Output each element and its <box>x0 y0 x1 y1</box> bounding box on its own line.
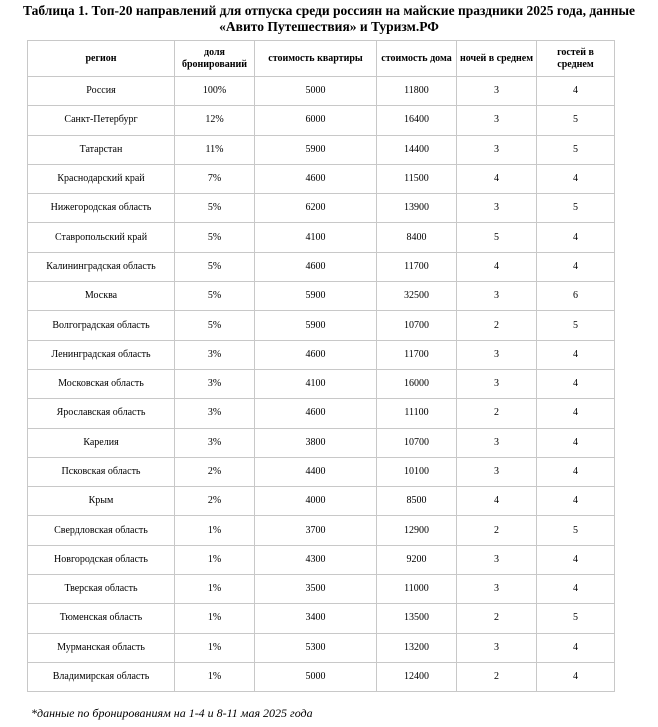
cell-apartment-cost: 3800 <box>255 428 377 457</box>
cell-region: Псковская область <box>28 457 175 486</box>
cell-apartment-cost: 4300 <box>255 545 377 574</box>
cell-house-cost: 8400 <box>377 223 457 252</box>
cell-region: Ставропольский край <box>28 223 175 252</box>
cell-region: Россия <box>28 77 175 106</box>
cell-avg-nights: 5 <box>457 223 537 252</box>
table-row <box>28 282 615 311</box>
table-row <box>28 106 615 135</box>
cell-region: Тюменская область <box>28 604 175 633</box>
cell-booking-share: 2% <box>175 487 255 516</box>
cell-avg-nights: 3 <box>457 545 537 574</box>
cell-apartment-cost: 4600 <box>255 340 377 369</box>
cell-avg-nights: 4 <box>457 252 537 281</box>
cell-region: Волгоградская область <box>28 311 175 340</box>
cell-region: Владимирская область <box>28 662 175 691</box>
cell-apartment-cost: 4400 <box>255 457 377 486</box>
cell-house-cost: 11700 <box>377 252 457 281</box>
table-row <box>28 633 615 662</box>
cell-apartment-cost: 5000 <box>255 662 377 691</box>
table-row <box>28 575 615 604</box>
table-row <box>28 340 615 369</box>
table-row <box>28 399 615 428</box>
table-row <box>28 604 615 633</box>
cell-region: Московская область <box>28 369 175 398</box>
cell-house-cost: 11000 <box>377 575 457 604</box>
cell-avg-guests: 4 <box>537 428 615 457</box>
cell-booking-share: 1% <box>175 545 255 574</box>
cell-house-cost: 10700 <box>377 428 457 457</box>
cell-house-cost: 11100 <box>377 399 457 428</box>
cell-booking-share: 1% <box>175 662 255 691</box>
cell-house-cost: 10100 <box>377 457 457 486</box>
cell-house-cost: 14400 <box>377 135 457 164</box>
cell-avg-guests: 4 <box>537 340 615 369</box>
cell-avg-nights: 3 <box>457 428 537 457</box>
cell-avg-nights: 2 <box>457 662 537 691</box>
cell-booking-share: 3% <box>175 399 255 428</box>
header-house-cost: стоимость дома <box>377 41 457 77</box>
table-row <box>28 194 615 223</box>
cell-region: Мурманская область <box>28 633 175 662</box>
cell-apartment-cost: 6200 <box>255 194 377 223</box>
cell-apartment-cost: 6000 <box>255 106 377 135</box>
cell-house-cost: 16400 <box>377 106 457 135</box>
cell-apartment-cost: 3500 <box>255 575 377 604</box>
cell-region: Санкт-Петербург <box>28 106 175 135</box>
cell-avg-nights: 3 <box>457 340 537 369</box>
cell-avg-guests: 4 <box>537 223 615 252</box>
cell-region: Нижегородская область <box>28 194 175 223</box>
cell-avg-guests: 4 <box>537 545 615 574</box>
cell-region: Свердловская область <box>28 516 175 545</box>
cell-avg-nights: 3 <box>457 633 537 662</box>
table-row <box>28 516 615 545</box>
cell-house-cost: 10700 <box>377 311 457 340</box>
cell-apartment-cost: 4600 <box>255 164 377 193</box>
cell-house-cost: 13500 <box>377 604 457 633</box>
table-row <box>28 252 615 281</box>
cell-booking-share: 5% <box>175 223 255 252</box>
cell-avg-nights: 2 <box>457 516 537 545</box>
cell-apartment-cost: 4100 <box>255 223 377 252</box>
cell-house-cost: 11700 <box>377 340 457 369</box>
cell-booking-share: 3% <box>175 428 255 457</box>
cell-apartment-cost: 5900 <box>255 311 377 340</box>
cell-avg-guests: 4 <box>537 252 615 281</box>
cell-avg-guests: 5 <box>537 604 615 633</box>
table-row <box>28 135 615 164</box>
cell-booking-share: 3% <box>175 340 255 369</box>
cell-avg-guests: 4 <box>537 575 615 604</box>
cell-avg-nights: 3 <box>457 369 537 398</box>
destinations-table <box>27 40 615 692</box>
table-row <box>28 77 615 106</box>
cell-avg-guests: 4 <box>537 662 615 691</box>
cell-avg-nights: 3 <box>457 135 537 164</box>
cell-house-cost: 11800 <box>377 77 457 106</box>
cell-avg-nights: 3 <box>457 106 537 135</box>
cell-booking-share: 5% <box>175 311 255 340</box>
table-row <box>28 487 615 516</box>
cell-house-cost: 13200 <box>377 633 457 662</box>
cell-region: Тверская область <box>28 575 175 604</box>
cell-region: Калининградская область <box>28 252 175 281</box>
cell-region: Москва <box>28 282 175 311</box>
table-row <box>28 311 615 340</box>
cell-apartment-cost: 4600 <box>255 252 377 281</box>
cell-avg-nights: 4 <box>457 487 537 516</box>
cell-avg-guests: 4 <box>537 77 615 106</box>
cell-house-cost: 12400 <box>377 662 457 691</box>
cell-booking-share: 5% <box>175 252 255 281</box>
table-title <box>0 3 658 35</box>
cell-apartment-cost: 4100 <box>255 369 377 398</box>
cell-avg-guests: 4 <box>537 487 615 516</box>
cell-house-cost: 9200 <box>377 545 457 574</box>
cell-region: Новгородская область <box>28 545 175 574</box>
table-row <box>28 223 615 252</box>
cell-avg-nights: 3 <box>457 457 537 486</box>
header-region: регион <box>28 41 175 77</box>
cell-booking-share: 100% <box>175 77 255 106</box>
footnote: *данные по бронированиям на 1-4 и 8-11 мая 2025 года <box>31 706 313 720</box>
cell-region: Ленинградская область <box>28 340 175 369</box>
cell-avg-guests: 5 <box>537 311 615 340</box>
cell-apartment-cost: 3700 <box>255 516 377 545</box>
cell-booking-share: 1% <box>175 604 255 633</box>
header-avg-guests: гостей в среднем <box>537 41 615 77</box>
cell-region: Карелия <box>28 428 175 457</box>
cell-region: Ярославская область <box>28 399 175 428</box>
cell-booking-share: 7% <box>175 164 255 193</box>
table-title-line-2: «Авито Путешествия» и Туризм.РФ <box>219 19 439 34</box>
cell-house-cost: 32500 <box>377 282 457 311</box>
table-title-line-1: Таблица 1. Топ-20 направлений для отпуска среди россиян на майские праздники 2025 года, данные <box>22 3 636 18</box>
table-row <box>28 545 615 574</box>
cell-avg-guests: 4 <box>537 633 615 662</box>
cell-house-cost: 13900 <box>377 194 457 223</box>
cell-avg-guests: 6 <box>537 282 615 311</box>
header-avg-nights: ночей в среднем <box>457 41 537 77</box>
cell-house-cost: 11500 <box>377 164 457 193</box>
cell-booking-share: 5% <box>175 282 255 311</box>
cell-house-cost: 16000 <box>377 369 457 398</box>
cell-apartment-cost: 5900 <box>255 282 377 311</box>
cell-apartment-cost: 5000 <box>255 77 377 106</box>
cell-avg-nights: 3 <box>457 575 537 604</box>
cell-booking-share: 1% <box>175 575 255 604</box>
table-header-row <box>28 41 615 77</box>
cell-apartment-cost: 5900 <box>255 135 377 164</box>
cell-house-cost: 12900 <box>377 516 457 545</box>
cell-avg-nights: 4 <box>457 164 537 193</box>
table-row <box>28 662 615 691</box>
cell-avg-guests: 5 <box>537 194 615 223</box>
cell-avg-guests: 5 <box>537 106 615 135</box>
cell-apartment-cost: 5300 <box>255 633 377 662</box>
table-row <box>28 428 615 457</box>
header-apartment-cost: стоимость квартиры <box>255 41 377 77</box>
cell-avg-guests: 5 <box>537 516 615 545</box>
cell-region: Крым <box>28 487 175 516</box>
cell-avg-nights: 2 <box>457 604 537 633</box>
cell-avg-nights: 2 <box>457 311 537 340</box>
table-row <box>28 164 615 193</box>
cell-region: Татарстан <box>28 135 175 164</box>
cell-avg-guests: 4 <box>537 369 615 398</box>
cell-booking-share: 3% <box>175 369 255 398</box>
cell-booking-share: 11% <box>175 135 255 164</box>
cell-apartment-cost: 4000 <box>255 487 377 516</box>
cell-booking-share: 5% <box>175 194 255 223</box>
table-row <box>28 369 615 398</box>
cell-booking-share: 2% <box>175 457 255 486</box>
cell-booking-share: 1% <box>175 516 255 545</box>
cell-avg-guests: 4 <box>537 457 615 486</box>
cell-avg-nights: 3 <box>457 194 537 223</box>
cell-avg-guests: 4 <box>537 399 615 428</box>
cell-avg-nights: 3 <box>457 77 537 106</box>
cell-apartment-cost: 4600 <box>255 399 377 428</box>
cell-house-cost: 8500 <box>377 487 457 516</box>
cell-avg-nights: 3 <box>457 282 537 311</box>
cell-region: Краснодарский край <box>28 164 175 193</box>
cell-avg-guests: 4 <box>537 164 615 193</box>
header-booking-share: доля бронирований <box>175 41 255 77</box>
table-row <box>28 457 615 486</box>
cell-avg-nights: 2 <box>457 399 537 428</box>
cell-avg-guests: 5 <box>537 135 615 164</box>
cell-booking-share: 1% <box>175 633 255 662</box>
cell-apartment-cost: 3400 <box>255 604 377 633</box>
cell-booking-share: 12% <box>175 106 255 135</box>
